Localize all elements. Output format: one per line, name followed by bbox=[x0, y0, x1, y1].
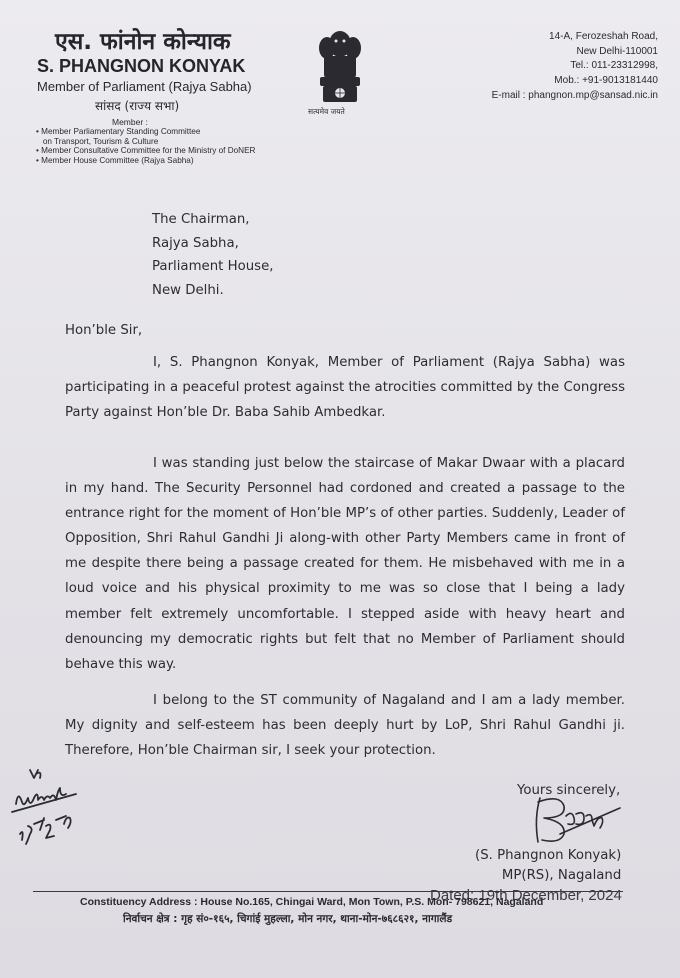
member-label: Member : bbox=[112, 117, 148, 127]
sender-designation: Member of Parliament (Rajya Sabha) bbox=[37, 79, 252, 94]
emblem-motto: सत्यमेव जयते bbox=[308, 107, 345, 116]
received-handwritten-note bbox=[6, 764, 116, 854]
letter-date: Dated: 19th December, 2024 bbox=[430, 887, 622, 904]
paragraph-3-text: I belong to the ST community of Nagaland and I am a lady member. My dignity and self-esteem has been deeply hurt by LoP, Shri Rahul Gandhi ji. Therefore, Hon’ble Chairman sir, I seek your protection. bbox=[65, 693, 625, 759]
paragraph-1-text: I, S. Phangnon Konyak, Member of Parliament (Rajya Sabha) was participating in a peaceful protest against the atrocities committed by the Congress Party against Hon’ble Dr. Baba Sahib Ambedkar. bbox=[65, 355, 625, 421]
signer-block bbox=[475, 846, 621, 886]
sender-designation-hindi: सांसद (राज्य सभा) bbox=[95, 99, 180, 113]
recipient-address: The Chairman, Rajya Sabha, Parliament House, New Delhi. bbox=[152, 212, 274, 298]
paragraph-1 bbox=[65, 350, 625, 425]
sender-name-hindi: एस. फांनोन कोन्याक bbox=[55, 29, 231, 55]
closing: Yours sincerely, bbox=[517, 783, 621, 798]
constituency-address: Constituency Address : House No.165, Chingai Ward, Mon Town, P.S. Mon- 798621, Nagaland bbox=[80, 896, 544, 908]
office-address: 14-A, Ferozeshah Road, New Delhi-110001 Tel.: 011-23312998, Mob.: +91-9013181440 E-mail : phangnon.mp@sansad.nic.in bbox=[491, 31, 658, 101]
paragraph-2-text: I was standing just below the staircase of Makar Dwaar with a placard in my hand. The Security Personnel had cordoned and created a passage to the entrance right for the moment of Hon’ble MP’s of other parties. Suddenly, Leader of Opposition, Shri Rahul Gandhi Ji along-with other Party Members came in front of me despite there being a passage created for them. He misbehaved with me in a loud voice and his physical proximity to me was so close that I being a lady member felt extremely uncomfortable. I stepped aside with heavy heart and denouncing my democratic rights but felt that no Member of Parliament should behave this way. bbox=[65, 456, 625, 672]
paragraph-2 bbox=[65, 451, 625, 677]
sender-name-english: S. PHANGNON KONYAK bbox=[37, 56, 246, 76]
salutation: Hon’ble Sir, bbox=[65, 323, 143, 338]
paragraph-3 bbox=[65, 688, 625, 763]
national-emblem-icon bbox=[310, 22, 370, 118]
committee-list: • Member Parliamentary Standing Committee on Transport, Tourism & Culture • Member Consultative Committee for the Ministry of DoNER • Member House Committee (Rajya Sabha) bbox=[36, 127, 256, 166]
constituency-address-hindi: निर्वाचन क्षेत्र : गृह सं०-१६५, चिगांई मुहल्ला, मोन नगर, थाना-मोन-७६८६२१, नागालैंड bbox=[123, 913, 453, 925]
signer-name: (S. Phangnon Konyak) bbox=[475, 848, 622, 863]
signature bbox=[520, 790, 630, 850]
signer-title: MP(RS), Nagaland bbox=[501, 868, 622, 883]
